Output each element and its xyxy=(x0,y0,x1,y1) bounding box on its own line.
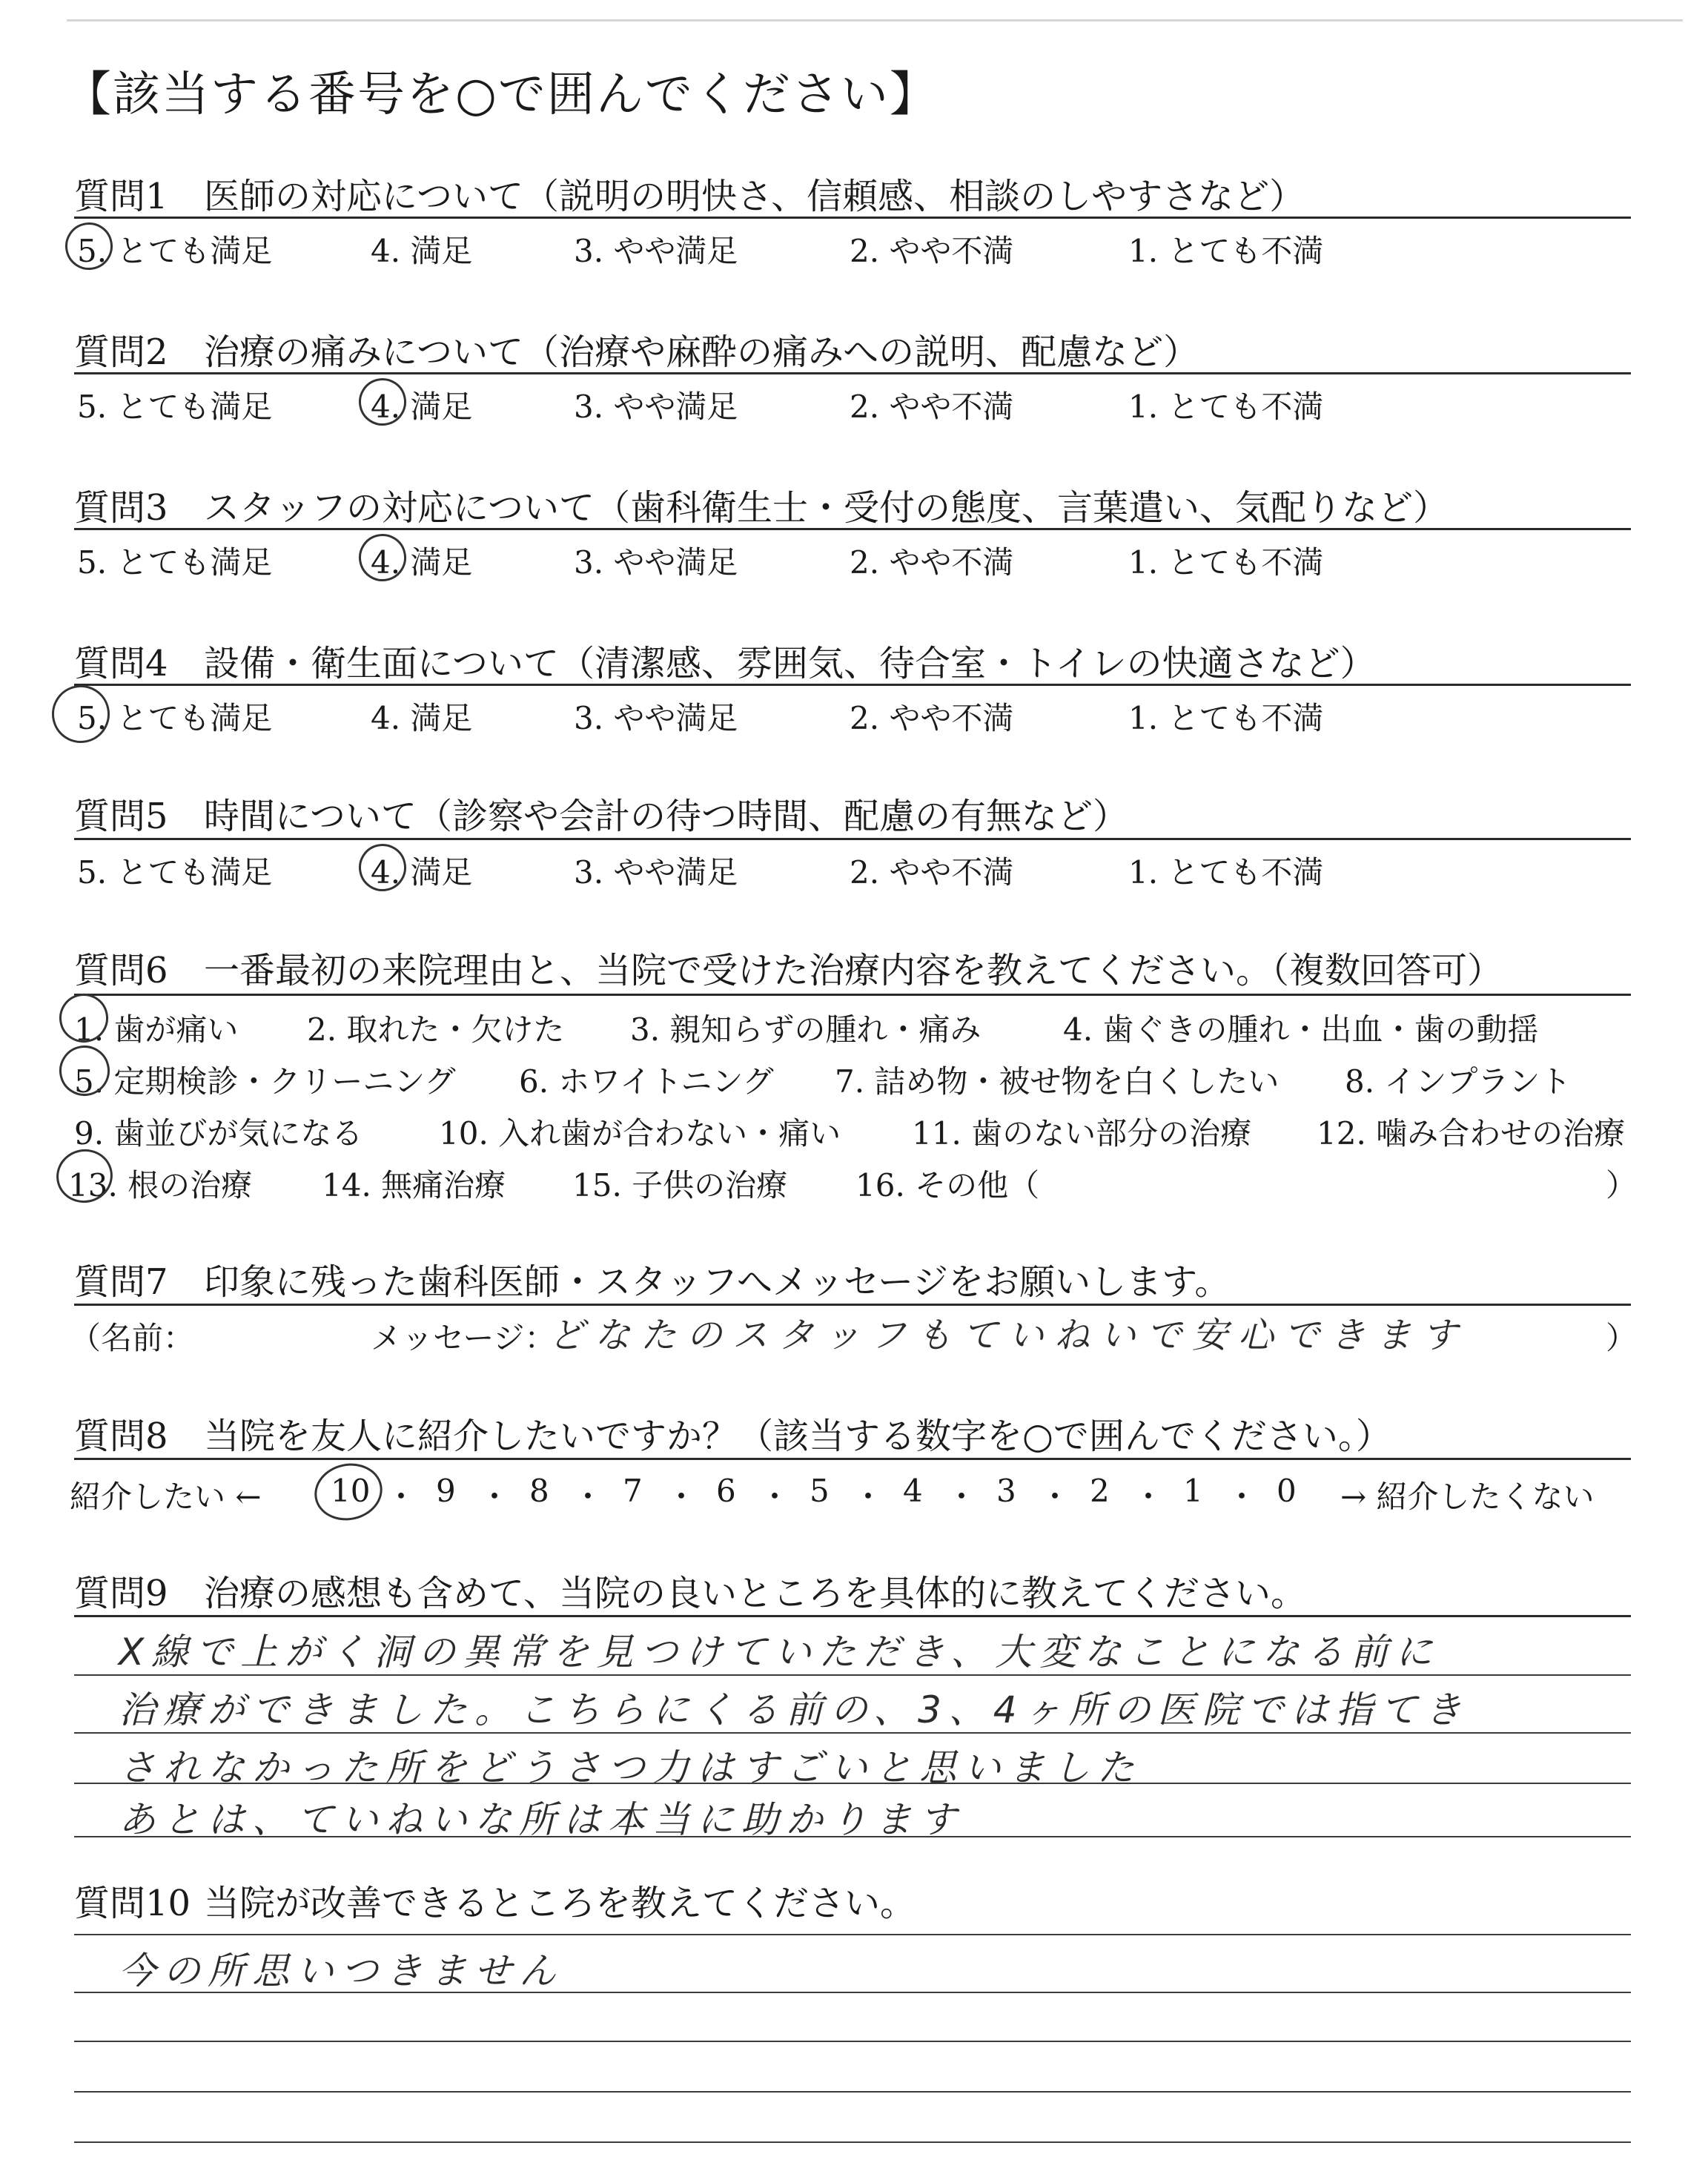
q8-separator: ・ xyxy=(572,1479,604,1515)
q6-option-7[interactable]: 7. 詰め物・被せ物を白くしたい xyxy=(835,1063,1280,1100)
q4-option-2[interactable]: 2. やや不満 xyxy=(850,700,1014,736)
q8-score-10[interactable]: 10 xyxy=(331,1473,371,1509)
q2-label: 質問2 xyxy=(74,331,168,373)
q8-score-6[interactable]: 6 xyxy=(716,1473,736,1509)
q6-option-10[interactable]: 10. 入れ歯が合わない・痛い xyxy=(439,1115,841,1152)
q5-title xyxy=(74,787,1128,839)
q4-option-4[interactable]: 4. 満足 xyxy=(371,700,473,736)
top-border xyxy=(67,19,1683,22)
q9-answer-rule xyxy=(74,1783,1631,1784)
q1-label: 質問1 xyxy=(74,176,168,217)
survey-heading: 【該当する番号を○で囲んでください】 xyxy=(64,67,939,122)
q5-label: 質問5 xyxy=(74,796,168,837)
q6-option-8[interactable]: 8. インプラント xyxy=(1345,1063,1572,1100)
q4-rule xyxy=(74,684,1631,686)
q2-option-2[interactable]: 2. やや不満 xyxy=(850,389,1014,425)
q1-option-3[interactable]: 3. やや満足 xyxy=(574,233,738,269)
q7-rule xyxy=(74,1304,1631,1306)
q4-option-3[interactable]: 3. やや満足 xyxy=(574,700,738,736)
q9-answer-line-3[interactable]: されなかった所をどうさつ力はすごいと思いました xyxy=(119,1746,1142,1789)
q8-separator: ・ xyxy=(946,1479,978,1515)
q8-separator: ・ xyxy=(1226,1479,1258,1515)
q9-label: 質問9 xyxy=(74,1573,168,1614)
q8-separator: ・ xyxy=(479,1479,511,1515)
q9-answer-line-2[interactable]: 治療ができました。こちらにくる前の、3、4ヶ所の医院では指てき xyxy=(119,1688,1469,1731)
q6-option-15[interactable]: 15. 子供の治療 xyxy=(572,1167,788,1203)
q7-message-label: メッセージ： xyxy=(371,1320,556,1356)
q5-option-4[interactable]: 4. 満足 xyxy=(371,854,473,891)
q5-rule xyxy=(74,838,1631,840)
q2-option-4[interactable]: 4. 満足 xyxy=(371,389,473,425)
q10-label: 質問10 xyxy=(74,1883,191,1924)
q6-option-5[interactable]: 5. 定期検診・クリーニング xyxy=(74,1063,456,1100)
q5-text: 時間について（診察や会計の待つ時間、配慮の有無など） xyxy=(204,796,1129,837)
q7-label: 質問7 xyxy=(74,1261,168,1303)
q6-label: 質問6 xyxy=(74,950,168,991)
q10-answer-rule xyxy=(74,2091,1631,2093)
q1-option-4[interactable]: 4. 満足 xyxy=(371,233,473,269)
q6-title xyxy=(74,942,1503,993)
q3-label: 質問3 xyxy=(74,487,168,529)
q6-option-3[interactable]: 3. 親知らずの腫れ・痛み xyxy=(630,1011,982,1048)
q7-title xyxy=(74,1253,1230,1304)
q8-left-label: 紹介したい ← xyxy=(70,1479,262,1515)
q4-option-1[interactable]: 1. とても不満 xyxy=(1128,700,1324,736)
q8-score-5[interactable]: 5 xyxy=(810,1473,830,1509)
q6-option-13[interactable]: 13. 根の治療 xyxy=(68,1167,253,1203)
q2-option-3[interactable]: 3. やや満足 xyxy=(574,389,738,425)
q2-option-1[interactable]: 1. とても不満 xyxy=(1128,389,1324,425)
q10-answer-rule xyxy=(74,2041,1631,2042)
q8-title xyxy=(74,1407,1391,1459)
q8-score-8[interactable]: 8 xyxy=(529,1473,549,1509)
q2-title xyxy=(74,323,1199,374)
q8-text: 当院を友人に紹介したいですか？（該当する数字を○で囲んでください。） xyxy=(204,1416,1391,1457)
q4-option-5[interactable]: 5. とても満足 xyxy=(77,700,273,736)
q5-option-5[interactable]: 5. とても満足 xyxy=(77,854,273,891)
q4-text: 設備・衛生面について（清潔感、雰囲気、待合室・トイレの快適さなど） xyxy=(204,643,1376,684)
q7-message-value[interactable]: どなたのスタッフもていねいで安心できます xyxy=(549,1315,1469,1356)
q1-text: 医師の対応について（説明の明快さ、信頼感、相談のしやすさなど） xyxy=(204,176,1305,217)
q3-title xyxy=(74,479,1449,530)
q6-option-16[interactable]: 16. その他（ xyxy=(855,1167,1040,1203)
q4-title xyxy=(74,635,1376,686)
q3-option-3[interactable]: 3. やや満足 xyxy=(574,544,738,581)
q7-name-label: （名前： xyxy=(70,1320,195,1356)
q6-option-6[interactable]: 6. ホワイトニング xyxy=(519,1063,774,1100)
q3-rule xyxy=(74,528,1631,530)
q2-option-5[interactable]: 5. とても満足 xyxy=(77,389,273,425)
q9-text: 治療の感想も含めて、当院の良いところを具体的に教えてください。 xyxy=(204,1573,1307,1614)
q10-answer-line-1[interactable]: 今の所思いつきません xyxy=(119,1949,563,1992)
q2-text: 治療の痛みについて（治療や麻酔の痛みへの説明、配慮など） xyxy=(204,331,1199,373)
q9-answer-rule xyxy=(74,1674,1631,1676)
q10-title xyxy=(74,1875,916,1926)
q8-separator: ・ xyxy=(1133,1479,1165,1515)
q10-answer-rule xyxy=(74,2141,1631,2143)
q8-score-7[interactable]: 7 xyxy=(623,1473,643,1509)
q6-rule xyxy=(74,994,1631,996)
q8-score-0[interactable]: 0 xyxy=(1277,1473,1297,1509)
q6-option-11[interactable]: 11. 歯のない部分の治療 xyxy=(912,1115,1252,1152)
q6-option-1[interactable]: 1. 歯が痛い xyxy=(74,1011,239,1048)
q1-option-5[interactable]: 5. とても満足 xyxy=(77,233,273,269)
q2-rule xyxy=(74,372,1631,374)
q1-title xyxy=(74,168,1305,219)
q10-rule xyxy=(74,1934,1631,1935)
q6-other-close-paren: ） xyxy=(1606,1167,1638,1203)
q6-text: 一番最初の来院理由と、当院で受けた治療内容を教えてください。（複数回答可） xyxy=(204,950,1503,991)
q1-rule xyxy=(74,217,1631,219)
q3-option-4[interactable]: 4. 満足 xyxy=(371,544,473,581)
q7-close-paren: ） xyxy=(1606,1320,1638,1356)
q3-text: スタッフの対応について（歯科衛生士・受付の態度、言葉遣い、気配りなど） xyxy=(204,487,1449,529)
q6-option-12[interactable]: 12. 噛み合わせの治療 xyxy=(1317,1115,1626,1152)
q5-option-3[interactable]: 3. やや満足 xyxy=(574,854,738,891)
q8-rule xyxy=(74,1458,1631,1460)
q8-right-label: → 紹介したくない xyxy=(1340,1479,1595,1515)
q8-label: 質問8 xyxy=(74,1416,168,1457)
q9-rule xyxy=(74,1615,1631,1617)
q8-separator: ・ xyxy=(385,1479,417,1515)
q1-option-2[interactable]: 2. やや不満 xyxy=(850,233,1014,269)
q8-separator: ・ xyxy=(853,1479,884,1515)
q10-answer-rule xyxy=(74,1992,1631,1993)
q4-label: 質問4 xyxy=(74,643,168,684)
q6-option-2[interactable]: 2. 取れた・欠けた xyxy=(307,1011,565,1048)
q9-answer-line-1[interactable]: X線で上がく洞の異常を見つけていただき、大変なことになる前に xyxy=(119,1631,1440,1674)
q8-score-2[interactable]: 2 xyxy=(1090,1473,1110,1509)
q9-answer-rule xyxy=(74,1732,1631,1734)
q9-answer-line-4[interactable]: あとは、ていねいな所は本当に助かります xyxy=(119,1798,964,1841)
q3-option-2[interactable]: 2. やや不満 xyxy=(850,544,1014,581)
q5-option-1[interactable]: 1. とても不満 xyxy=(1128,854,1324,891)
q6-option-4[interactable]: 4. 歯ぐきの腫れ・出血・歯の動揺 xyxy=(1063,1011,1539,1048)
q8-separator: ・ xyxy=(759,1479,791,1515)
q1-option-1[interactable]: 1. とても不満 xyxy=(1128,233,1324,269)
q3-option-1[interactable]: 1. とても不満 xyxy=(1128,544,1324,581)
q8-score-9[interactable]: 9 xyxy=(436,1473,456,1509)
q8-separator: ・ xyxy=(666,1479,698,1515)
q8-score-1[interactable]: 1 xyxy=(1183,1473,1203,1509)
q8-separator: ・ xyxy=(1039,1479,1071,1515)
q9-answer-rule xyxy=(74,1836,1631,1837)
q9-title xyxy=(74,1565,1306,1616)
q8-score-4[interactable]: 4 xyxy=(903,1473,923,1509)
q5-option-2[interactable]: 2. やや不満 xyxy=(850,854,1014,891)
q8-score-3[interactable]: 3 xyxy=(996,1473,1016,1509)
q6-option-14[interactable]: 14. 無痛治療 xyxy=(322,1167,506,1203)
q3-option-5[interactable]: 5. とても満足 xyxy=(77,544,273,581)
q6-option-9[interactable]: 9. 歯並びが気になる xyxy=(74,1115,363,1152)
q10-text: 当院が改善できるところを教えてください。 xyxy=(204,1883,916,1924)
q7-text: 印象に残った歯科医師・スタッフへメッセージをお願いします。 xyxy=(204,1261,1231,1303)
